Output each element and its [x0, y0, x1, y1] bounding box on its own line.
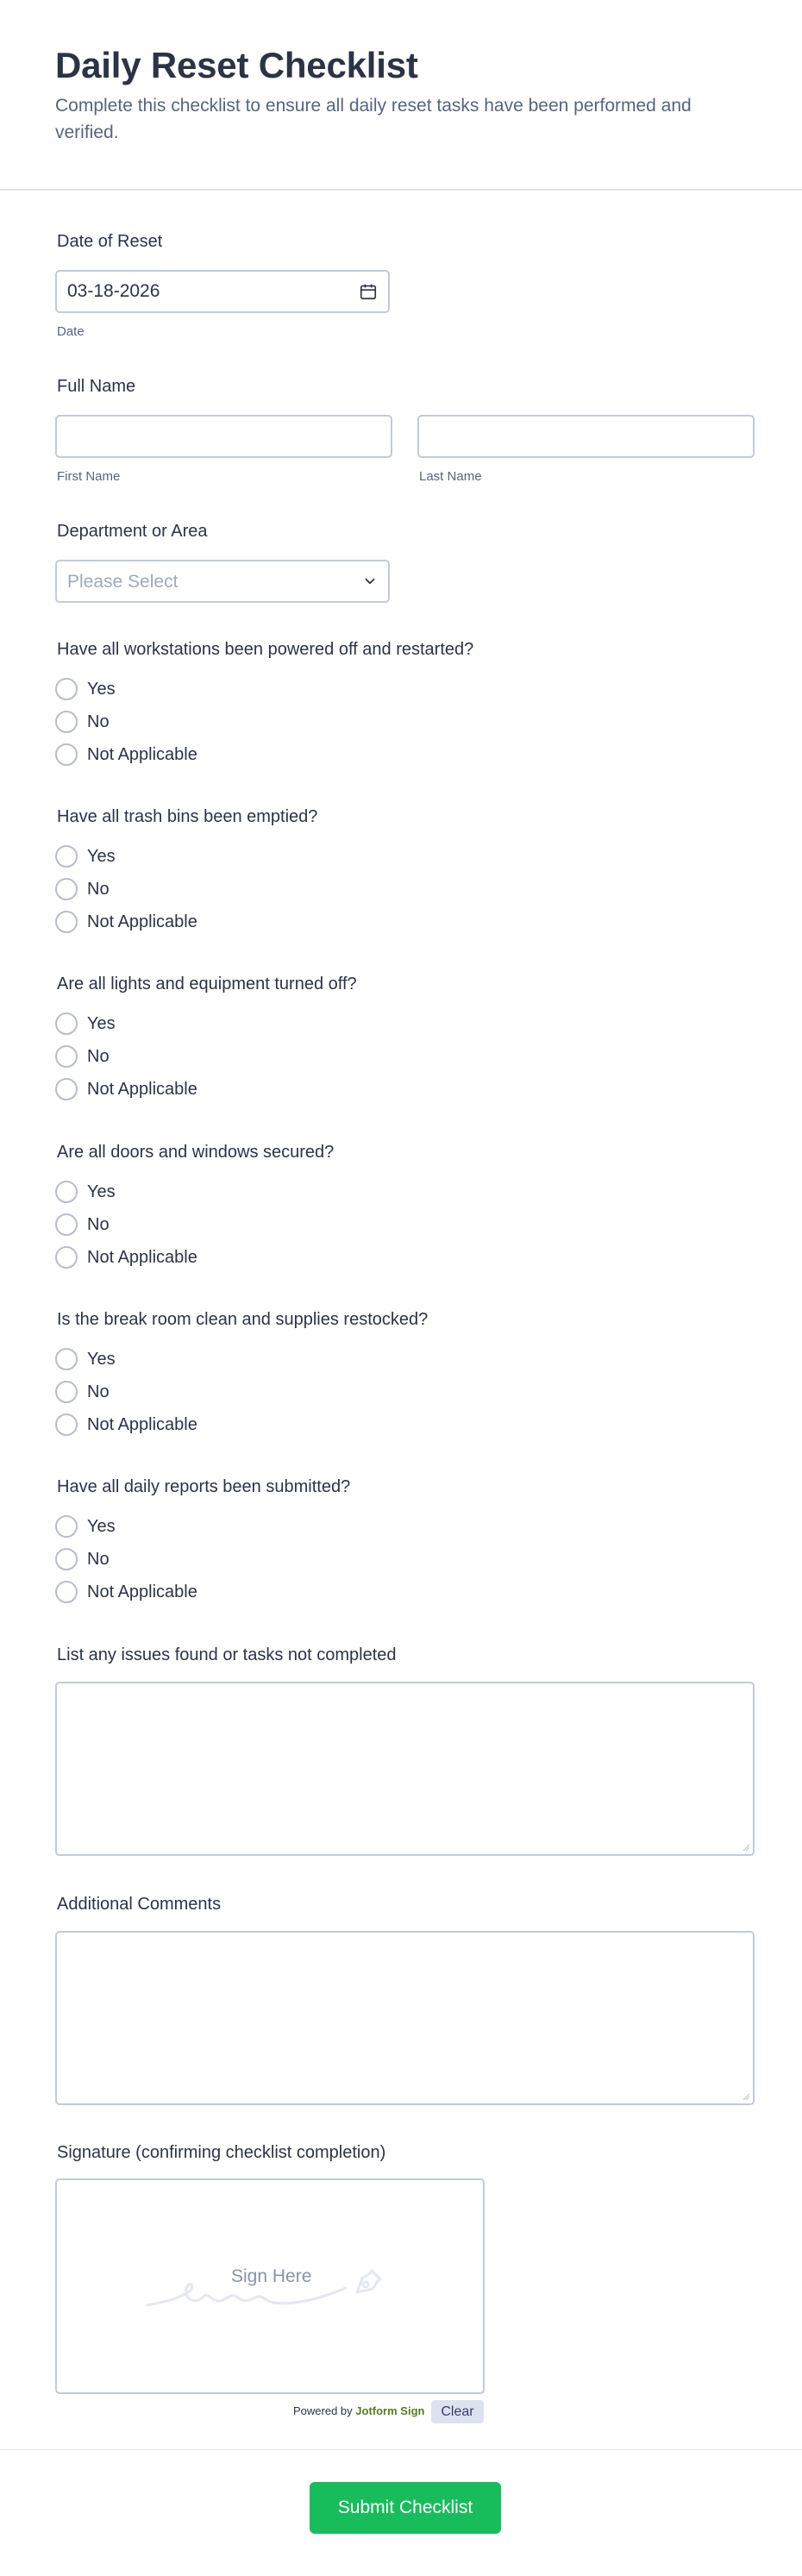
radio-button[interactable]	[55, 678, 78, 700]
radio-label: Yes	[87, 847, 116, 866]
radio-label: No	[87, 1382, 110, 1401]
radio-button[interactable]	[55, 845, 78, 868]
question-label: Are all doors and windows secured?	[57, 1143, 335, 1162]
signature-label: Signature (confirming checklist completion)	[57, 2143, 386, 2162]
first-name-input[interactable]	[55, 415, 392, 458]
radio-label: Not Applicable	[87, 1080, 197, 1099]
page-subtitle: Complete this checklist to ensure all daily reset tasks have been performed and verified.	[55, 96, 692, 142]
radio-label: No	[87, 1215, 110, 1234]
radio-button[interactable]	[55, 1348, 78, 1370]
radio-button[interactable]	[55, 1381, 78, 1403]
first-name-sublabel: First Name	[57, 469, 121, 484]
radio-label: No	[87, 1047, 110, 1066]
radio-button[interactable]	[55, 1548, 78, 1570]
radio-button[interactable]	[55, 911, 78, 933]
clear-signature-button[interactable]: Clear	[431, 2400, 484, 2423]
radio-button[interactable]	[55, 1581, 78, 1603]
date-input[interactable]	[55, 270, 390, 313]
department-select[interactable]	[55, 560, 390, 603]
resize-grip-icon[interactable]	[742, 2092, 750, 2101]
resize-grip-icon[interactable]	[742, 1843, 750, 1852]
last-name-sublabel: Last Name	[419, 469, 482, 484]
radio-button[interactable]	[55, 1181, 78, 1203]
radio-label: Not Applicable	[87, 1248, 197, 1267]
last-name-input[interactable]	[417, 415, 755, 458]
footer-divider	[0, 2449, 802, 2450]
radio-button[interactable]	[55, 1515, 78, 1538]
radio-button[interactable]	[55, 1413, 78, 1436]
radio-label: No	[87, 880, 110, 899]
question-label: Have all workstations been powered off and restarted?	[57, 640, 474, 659]
powered-by-brand[interactable]: Jotform Sign	[355, 2404, 425, 2417]
radio-label: Yes	[87, 1517, 116, 1536]
department-placeholder: Please Select	[67, 572, 179, 592]
radio-label: Yes	[87, 1350, 116, 1369]
issues-textarea[interactable]	[55, 1682, 755, 1856]
comments-label: Additional Comments	[57, 1895, 222, 1914]
radio-button[interactable]	[55, 1045, 78, 1068]
radio-label: Not Applicable	[87, 912, 197, 931]
date-label: Date of Reset	[57, 232, 163, 251]
radio-label: Not Applicable	[87, 1583, 197, 1601]
radio-button[interactable]	[55, 711, 78, 733]
issues-label: List any issues found or tasks not completed	[57, 1645, 397, 1664]
question-label: Are all lights and equipment turned off?	[57, 975, 357, 993]
page-title: Daily Reset Checklist	[55, 45, 418, 85]
radio-button[interactable]	[55, 878, 78, 900]
radio-label: Not Applicable	[87, 745, 197, 764]
radio-button[interactable]	[55, 1213, 78, 1236]
date-sublabel: Date	[57, 324, 85, 339]
radio-button[interactable]	[55, 1246, 78, 1269]
powered-by	[293, 2404, 424, 2417]
radio-label: Yes	[87, 1182, 116, 1201]
date-value: 03-18-2026	[67, 281, 160, 301]
signature-placeholder: Sign Here	[231, 2266, 312, 2286]
radio-button[interactable]	[55, 743, 78, 766]
radio-label: No	[87, 712, 110, 731]
question-label: Have all daily reports been submitted?	[57, 1477, 351, 1496]
calendar-icon[interactable]	[359, 282, 378, 301]
form-header	[0, 0, 802, 191]
department-label: Department or Area	[57, 522, 208, 541]
signature-pad[interactable]	[55, 2178, 485, 2394]
powered-by-text: Powered by	[293, 2404, 353, 2417]
radio-label: Not Applicable	[87, 1415, 197, 1434]
radio-label: Yes	[87, 1014, 116, 1033]
radio-button[interactable]	[55, 1012, 78, 1035]
pen-nib-icon	[348, 2263, 386, 2301]
submit-button[interactable]: Submit Checklist	[310, 2482, 501, 2534]
radio-button[interactable]	[55, 1078, 78, 1100]
chevron-down-icon	[362, 573, 378, 589]
comments-textarea[interactable]	[55, 1931, 755, 2105]
full-name-label: Full Name	[57, 377, 136, 396]
question-label: Have all trash bins been emptied?	[57, 807, 318, 826]
radio-label: No	[87, 1550, 110, 1569]
question-label: Is the break room clean and supplies restocked?	[57, 1310, 429, 1329]
radio-label: Yes	[87, 680, 116, 699]
